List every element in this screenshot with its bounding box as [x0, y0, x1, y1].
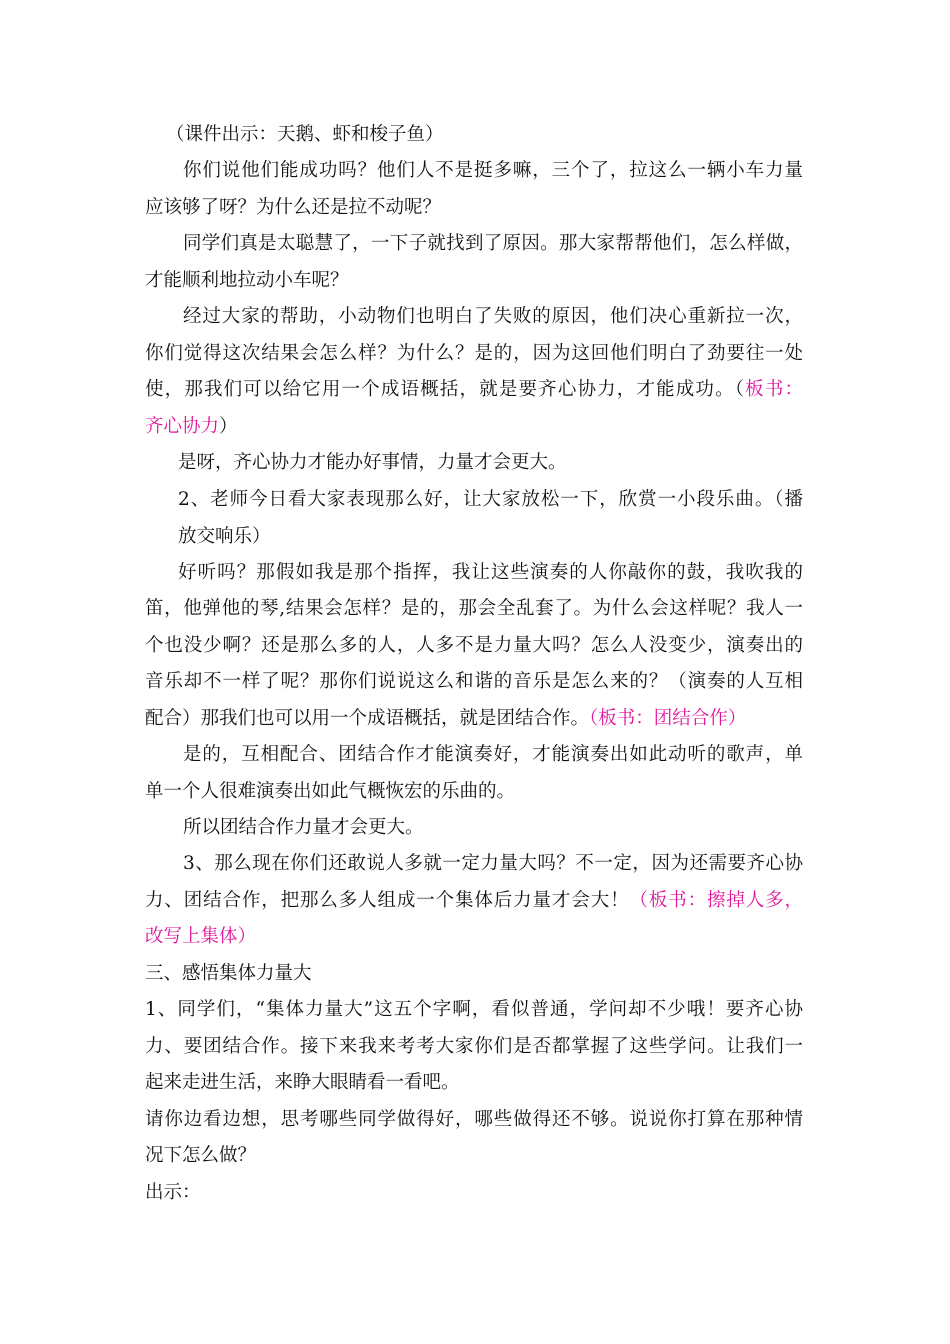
body-text: 才能顺利地拉动小车呢？ — [145, 270, 349, 291]
body-text: 请你边看边想，思考哪些同学做得好，哪些做得还不够。说说你打算在那种情 — [145, 1109, 803, 1130]
text-line — [145, 1181, 201, 1205]
text-line — [145, 1071, 460, 1095]
text-line — [183, 232, 803, 256]
board-note-text: （板书：团结合作） — [589, 708, 747, 729]
body-text: 是呀，齐心协力才能办好事情，力量才会更大。 — [178, 452, 567, 473]
body-text: 你们说他们能成功吗？他们人不是挺多嘛，三个了，拉这么一辆小车力量 — [183, 160, 803, 181]
board-note-text: （板书：擦掉人多， — [629, 890, 803, 911]
text-line — [178, 525, 271, 549]
text-line — [145, 1144, 256, 1168]
board-note-text: 板书： — [745, 379, 803, 400]
text-line — [145, 707, 746, 731]
text-line — [183, 159, 803, 183]
text-line — [145, 670, 803, 694]
body-text: 笛，他弹他的琴,结果会怎样？是的，那会全乱套了。为什么会这样呢？我人一 — [145, 598, 803, 619]
text-line — [183, 305, 803, 329]
body-text: 力、团结合作，把那么多人组成一个集体后力量才会大！ — [145, 890, 630, 911]
body-text: 经过大家的帮助，小动物们也明白了失败的原因，他们决心重新拉一次， — [183, 306, 803, 327]
text-line — [145, 634, 803, 658]
text-line — [145, 415, 238, 439]
body-text: 3、那么现在你们还敢说人多就一定力量大吗？不一定，因为还需要齐心协 — [183, 853, 803, 874]
text-line — [145, 889, 803, 913]
text-line — [145, 196, 441, 220]
body-text: 单一个人很难演奏出如此气概恢宏的乐曲的。 — [145, 781, 516, 802]
body-text: 三、感悟集体力量大 — [145, 963, 312, 984]
text-line — [178, 488, 803, 512]
board-note-text: 改写上集体） — [145, 926, 257, 947]
text-line — [178, 451, 567, 475]
text-line — [145, 269, 349, 293]
body-text: 个也没少啊？还是那么多的人，人多不是力量大吗？怎么人没变少，演奏出的 — [145, 635, 803, 656]
body-text: ） — [219, 416, 238, 437]
text-line — [178, 561, 803, 585]
body-text: 出示： — [145, 1182, 201, 1203]
body-text: 起来走进生活，来睁大眼睛看一看吧。 — [145, 1072, 460, 1093]
text-line — [145, 1108, 803, 1132]
text-line — [183, 852, 803, 876]
text-line — [183, 743, 803, 767]
text-line — [145, 597, 803, 621]
text-line — [183, 816, 424, 840]
text-line — [145, 342, 803, 366]
text-line — [166, 123, 444, 147]
body-text: 力、要团结合作。接下来我来考考大家你们是否都掌握了这些学问。让我们一 — [145, 1036, 803, 1057]
body-text: 好听吗？那假如我是那个指挥，我让这些演奏的人你敲你的鼓，我吹我的 — [178, 562, 803, 583]
body-text: （课件出示：天鹅、虾和梭子鱼） — [166, 124, 444, 145]
body-text: 音乐却不一样了呢？那你们说说这么和谐的音乐是怎么来的？（演奏的人互相 — [145, 671, 803, 692]
text-line — [145, 962, 312, 986]
body-text: 所以团结合作力量才会更大。 — [183, 817, 424, 838]
body-text: 2、老师今日看大家表现那么好，让大家放松一下，欣赏一小段乐曲。（播 — [178, 489, 803, 510]
body-text: 同学们真是太聪慧了，一下子就找到了原因。那大家帮帮他们，怎么样做， — [183, 233, 803, 254]
text-line — [145, 378, 803, 402]
body-text: 况下怎么做？ — [145, 1145, 257, 1166]
text-line — [145, 925, 256, 949]
body-text: 配合）那我们也可以用一个成语概括，就是团结合作。 — [145, 708, 590, 729]
body-text: 应该够了呀？为什么还是拉不动呢？ — [145, 197, 442, 218]
text-line — [145, 998, 803, 1022]
text-line — [145, 1035, 803, 1059]
body-text: 放交响乐） — [178, 526, 271, 547]
board-note-text: 齐心协力 — [145, 416, 220, 437]
body-text: 1、同学们，“集体力量大”这五个字啊，看似普通，学问却不少哦！要齐心协 — [145, 999, 803, 1020]
body-text: 你们觉得这次结果会怎么样？为什么？是的，因为这回他们明白了劲要往一处 — [145, 343, 803, 364]
text-line — [145, 780, 515, 804]
body-text: 使，那我们可以给它用一个成语概括，就是要齐心协力，才能成功。（ — [145, 379, 746, 400]
body-text: 是的，互相配合、团结合作才能演奏好，才能演奏出如此动听的歌声，单 — [183, 744, 803, 765]
